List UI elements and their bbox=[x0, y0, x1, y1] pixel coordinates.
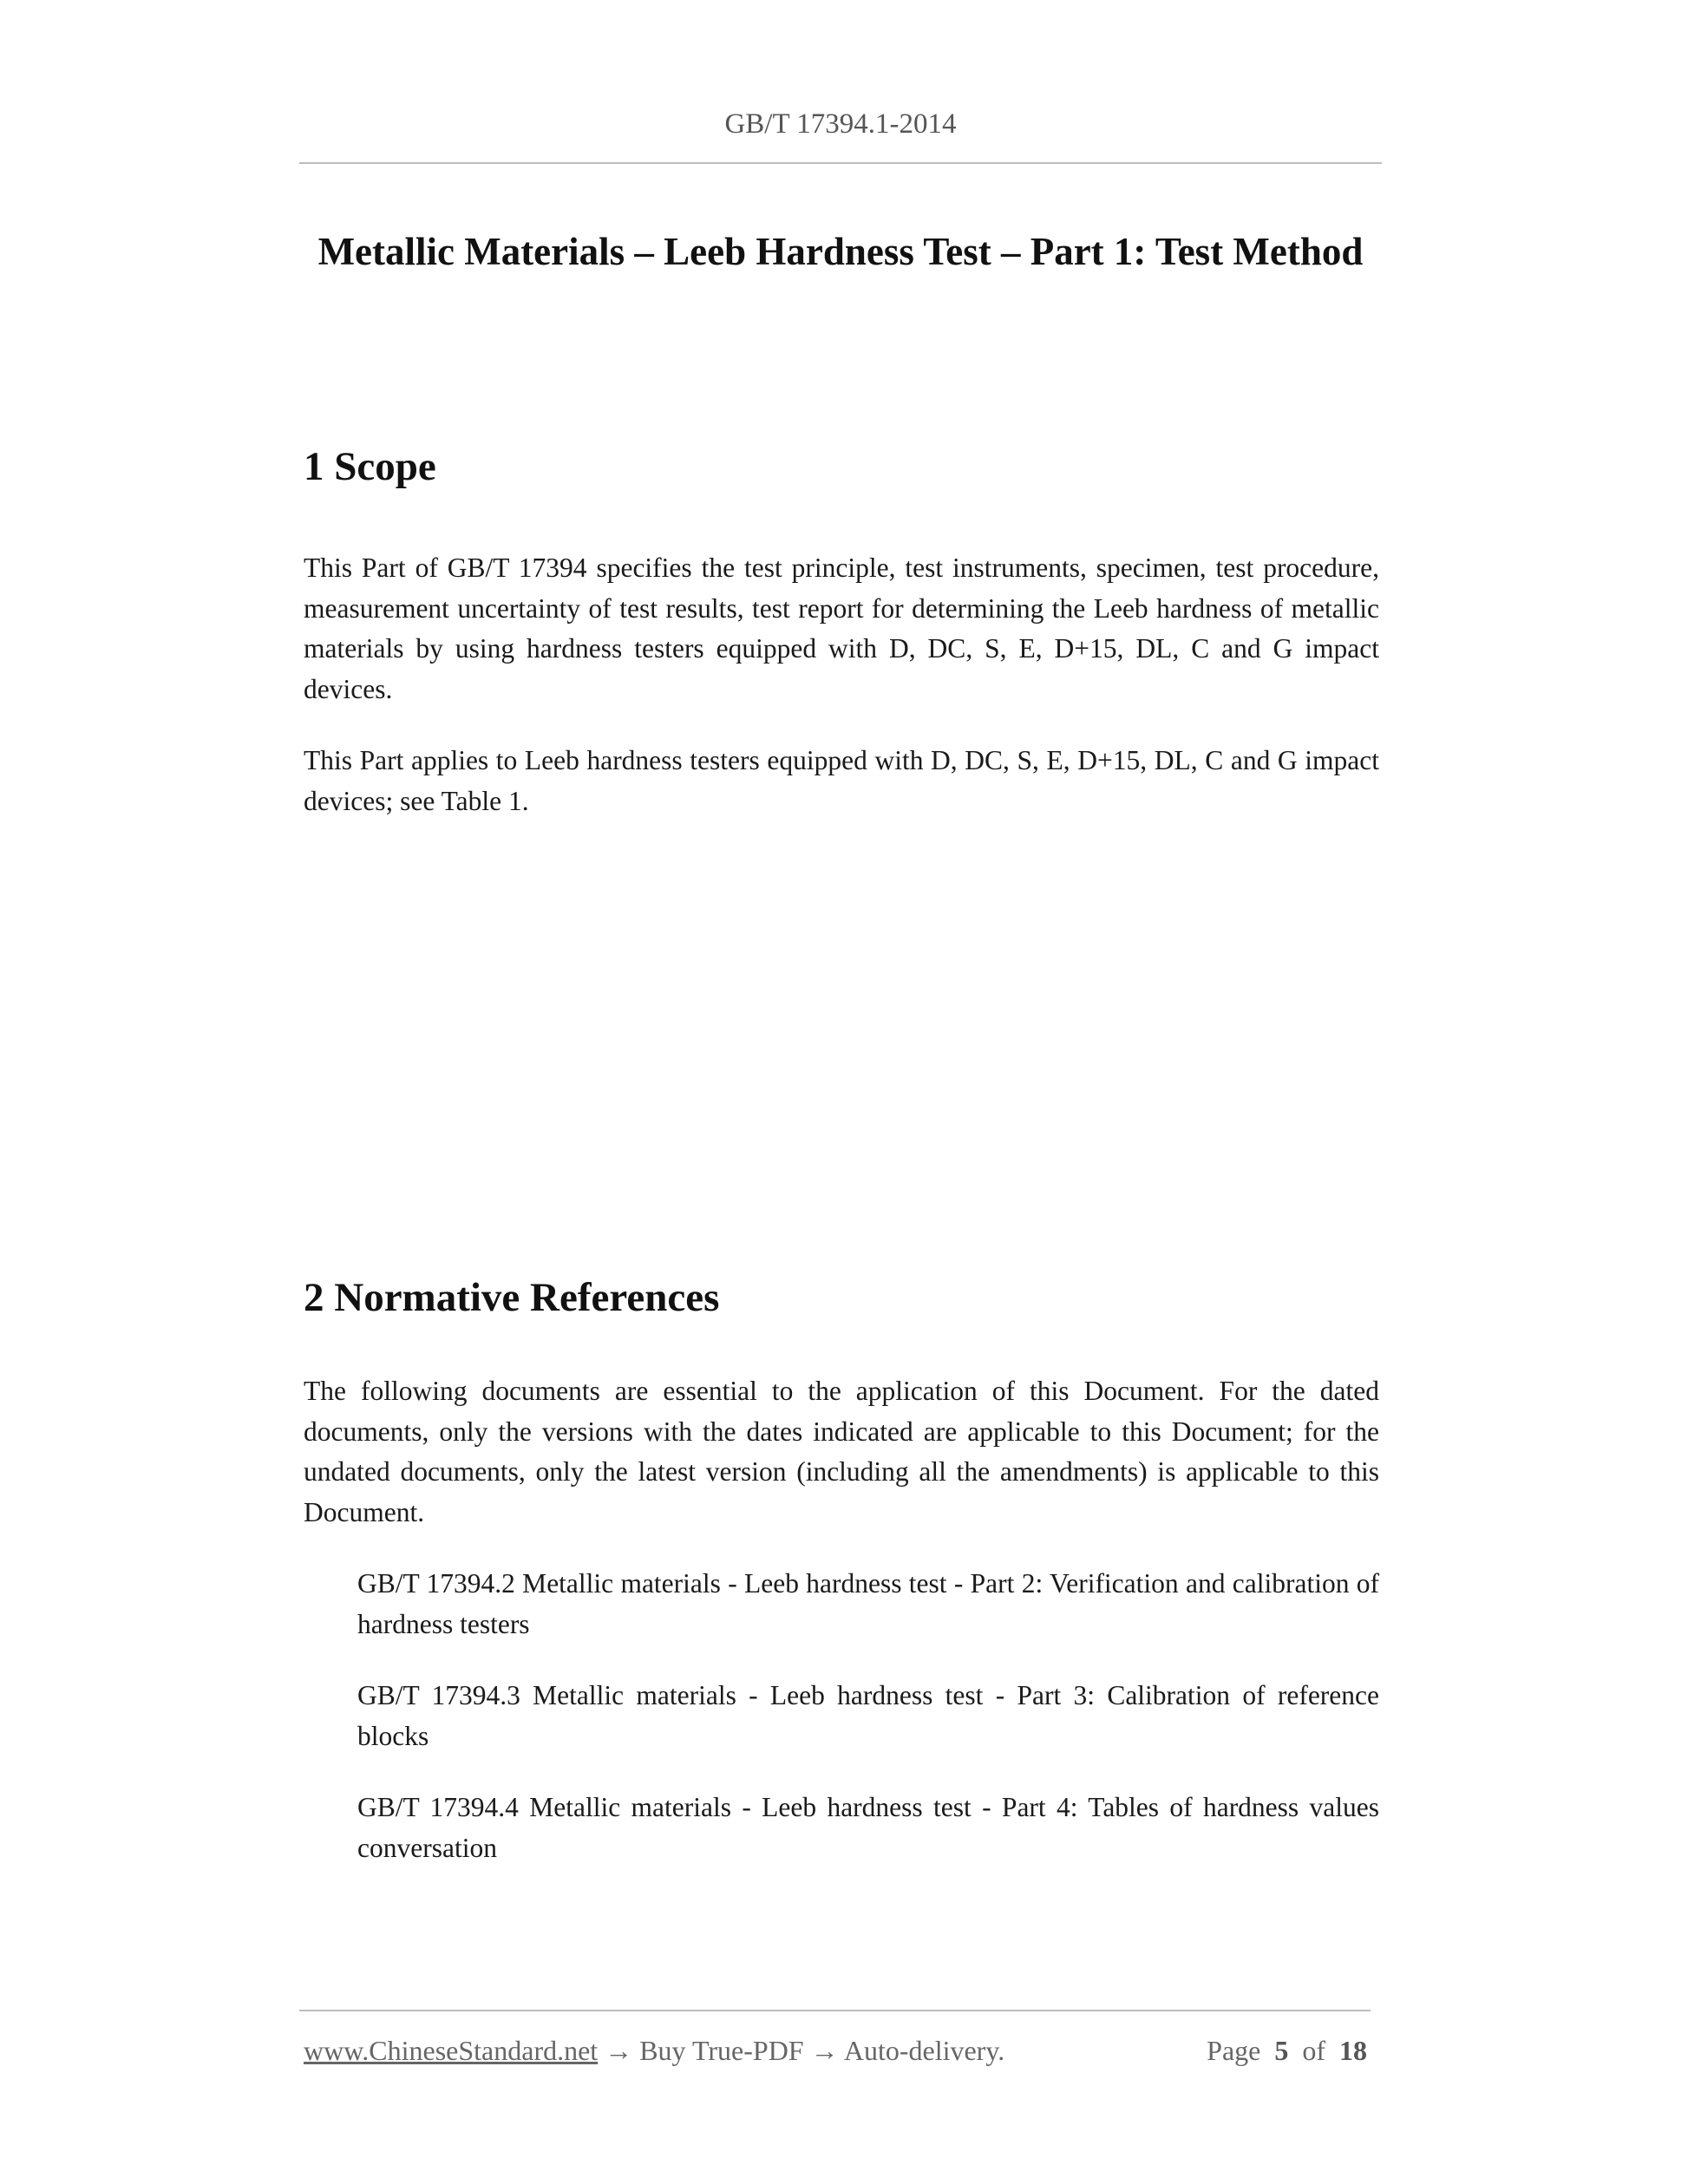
scope-paragraph-2: This Part applies to Leeb hardness testers equipped with D, DC, S, E, D+15, DL, C and G impact devices; see Table 1. bbox=[304, 745, 1379, 816]
arrow-right-icon: → bbox=[605, 2035, 633, 2066]
page-indicator bbox=[1207, 2031, 1367, 2070]
reference-item: GB/T 17394.3 Metallic materials - Leeb hardness test - Part 3: Calibration of reference blocks bbox=[357, 1680, 1379, 1751]
footer-promo bbox=[304, 2031, 1004, 2070]
total-pages-number: 18 bbox=[1339, 2035, 1367, 2066]
section-heading-scope: 1 Scope bbox=[304, 444, 436, 489]
page-label: Page bbox=[1207, 2035, 1261, 2066]
footer-delivery-text: Auto-delivery. bbox=[843, 2035, 1005, 2066]
reference-item: GB/T 17394.2 Metallic materials - Leeb hardness test - Part 2: Verification and calibration of hardness testers bbox=[357, 1568, 1379, 1639]
header-standard-code: GB/T 17394.1-2014 bbox=[724, 108, 957, 140]
footer-divider bbox=[299, 2010, 1371, 2011]
document-title: Metallic Materials – Leeb Hardness Test – Part 1: Test Method bbox=[317, 230, 1364, 273]
reference-item: GB/T 17394.4 Metallic materials - Leeb hardness test - Part 4: Tables of hardness values conversation bbox=[357, 1792, 1379, 1863]
of-label: of bbox=[1302, 2035, 1325, 2066]
footer-buy-text: Buy True-PDF bbox=[639, 2035, 804, 2066]
references-intro-paragraph: The following documents are essential to the application of this Document. For the dated documents, only the versions with the dates indicated are applicable to this Document; for the undated documents, only the latest version (including all the amendments) is applicable to this Document. bbox=[304, 1376, 1379, 1527]
footer-website-link[interactable]: www.ChineseStandard.net bbox=[304, 2035, 599, 2066]
section-heading-normative-references: 2 Normative References bbox=[304, 1275, 720, 1320]
header-divider bbox=[299, 162, 1382, 164]
current-page-number: 5 bbox=[1274, 2035, 1289, 2066]
arrow-right-icon: → bbox=[810, 2035, 839, 2066]
page-footer bbox=[304, 2031, 1371, 2070]
scope-paragraph-1: This Part of GB/T 17394 specifies the test principle, test instruments, specimen, test procedure, measurement uncertainty of test results, test report for determining the Leeb hardness of metallic materials by using hardness testers equipped with D, DC, S, E, D+15, DL, C and G impact devices. bbox=[304, 553, 1379, 704]
